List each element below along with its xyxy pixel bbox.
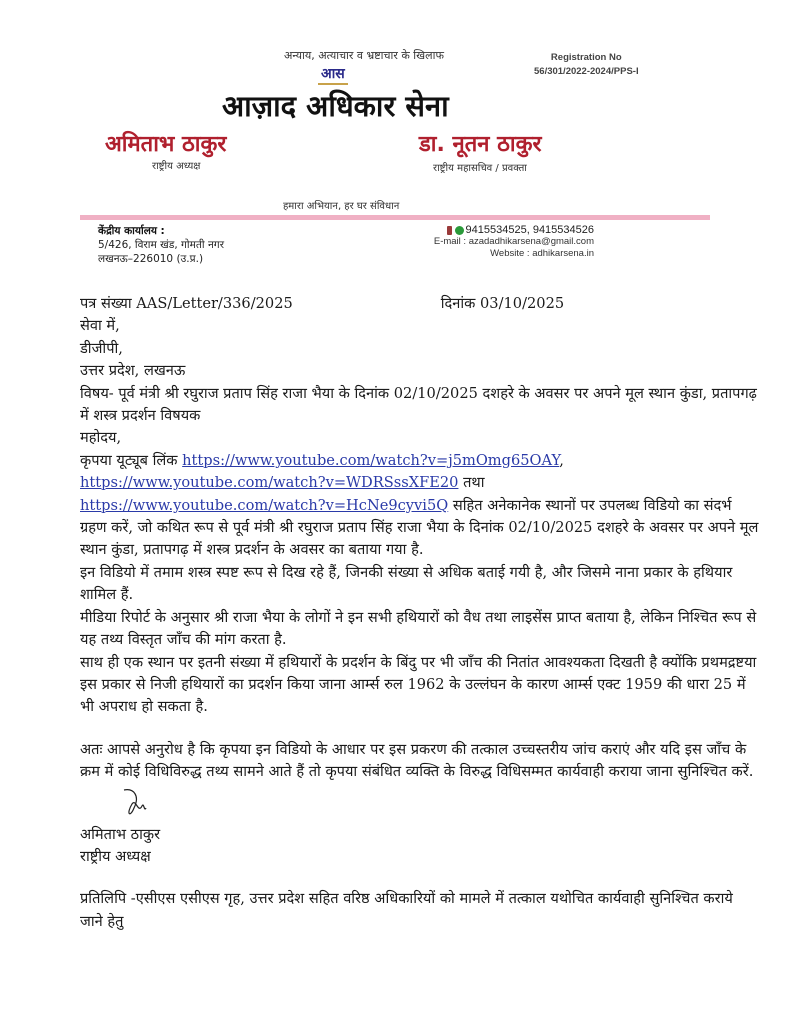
paragraph-4: साथ ही एक स्थान पर इतनी संख्या में हथियारों के प्रदर्शन के बिंदु पर भी जाँच की नितांत आवश्यकता दिखती है क्योंकि प्रथमद्रष्टया इस प्रकार से निजी हथियारों का प्रदर्शन किया जाना आर्म्स रुल 1962 के उल्लंघन के कारण आर्म्स एक्ट 1959 की धारा 25 में भी अपराध हो सकता है. [80,653,757,716]
secretary-name: डा. नूतन ठाकुर [419,132,542,157]
letter-reference: पत्र संख्या AAS/Letter/336/2025 [80,295,293,312]
separator: , [559,451,564,469]
youtube-link-1[interactable]: https://www.youtube.com/watch?v=j5mOmg65OAY [182,451,560,469]
letter-body [80,293,760,933]
registration-block [534,51,639,79]
signature-icon [120,786,160,824]
para1-suffix: सहित अनेकानेक स्थानों पर उपलब्ध विडियो का संदर्भ ग्रहण करें, जो कथित रूप से पूर्व मंत्री श्री रघुराज प्रताप सिंह राजा भैया के दिनांक 02/10/2025 दशहरे के अवसर पर अपने मूल स्थान कुंडा, प्रतापगढ़ में शस्त्र प्रदर्शन के अवसर का बताया गया है. [80,496,759,559]
phone-numbers: 9415534525, 9415534526 [465,224,594,236]
signatory-role: राष्ट्रीय अध्यक्ष [80,847,151,865]
signature [80,784,760,824]
letter-date: दिनांक 03/10/2025 [440,295,565,312]
header-divider [80,215,710,220]
paragraph-links [80,450,760,562]
org-name: आज़ाद अधिकार सेना [222,89,449,123]
mobile-phone-icon [447,226,452,235]
contact-block [434,224,594,260]
paragraph-3: मीडिया रिपोर्ट के अनुसार श्री राजा भैया के लोगों ने इन सभी हथियारों को वैध तथा लाइसेंस प्राप्त बताया है, लेकिन निश्चित रूप से यह तथ्य विस्तृत जाँच की मांग करता है. [80,608,757,649]
youtube-link-2[interactable]: https://www.youtube.com/watch?v=WDRSssXFE20 [80,474,459,492]
ref-date-row [80,293,760,315]
subject: विषय- पूर्व मंत्री श्री रघुराज प्रताप सिंह राजा भैया के दिनांक 02/10/2025 दशहरे के अवसर पर अपने मूल स्थान कुंडा, प्रतापगढ़ में शस्त्र प्रदर्शन विषयक [80,384,757,425]
copy-to: प्रतिलिपि -एसीएस एसीएस गृह, उत्तर प्रदेश सहित वरिष्ठ अधिकारियों को मामले में तत्काल यथोचित कार्यवाही सुनिश्चित कराये जाने हेतु [80,890,733,930]
letterhead-tagline: अन्याय, अत्याचार व भ्रष्टाचार के खिलाफ [284,49,444,62]
phone-row [434,224,594,236]
conjunction: तथा [458,474,485,492]
president-name: अमिताभ ठाकुर [105,132,227,157]
email: E-mail : azadadhikarsena@gmail.com [433,236,594,247]
motto: हमारा अभियान, हर घर संविधान [283,201,400,212]
recipient-location: उत्तर प्रदेश, लखनऊ [80,362,186,380]
website: Website : adhikarsena.in [490,248,594,259]
signatory-name: अमिताभ ठाकुर [80,825,161,843]
request-paragraph: अतः आपसे अनुरोध है कि कृपया इन विडियो के आधार पर इस प्रकरण की तत्काल उच्चस्तरीय जांच कराएं और यदि इस जाँच के क्रम में कोई विधिविरुद्ध तथ्य सामने आते हैं तो कृपया संबंधित व्यक्ति के विरुद्ध विधिसम्मत कार्यवाही कराया जाना सुनिश्चित करें. [80,740,754,781]
whatsapp-icon [455,226,464,235]
paragraph-2: इन विडियो में तमाम शस्त्र स्पष्ट रूप से दिख रहे हैं, जिनकी संख्या से अधिक बताई गयी है, और जिसमे नाना प्रकार के हथियार शामिल हैं. [80,563,733,604]
office-label: केंद्रीय कार्यालय : [98,225,165,237]
youtube-link-3[interactable]: https://www.youtube.com/watch?v=HcNe9cyvi5Q [80,496,449,514]
salutation-to: सेवा में, [80,317,120,335]
recipient-title: डीजीपी, [80,339,123,357]
registration-label: Registration No [550,52,622,63]
office-address [98,238,224,266]
registration-number: 56/301/2022-2024/PPS-I [534,66,639,77]
office-address-line2: लखनऊ–226010 (उ.प्र.) [98,253,204,265]
president-role: राष्ट्रीय अध्यक्ष [152,161,201,172]
org-abbreviation: आस [318,64,348,85]
secretary-role: राष्ट्रीय महासचिव / प्रवक्ता [433,163,527,174]
office-address-line1: 5/426, विराम खंड, गोमती नगर [98,239,224,251]
para1-prefix: कृपया यूट्यूब लिंक [80,451,183,469]
greeting: महोदय, [80,429,122,447]
